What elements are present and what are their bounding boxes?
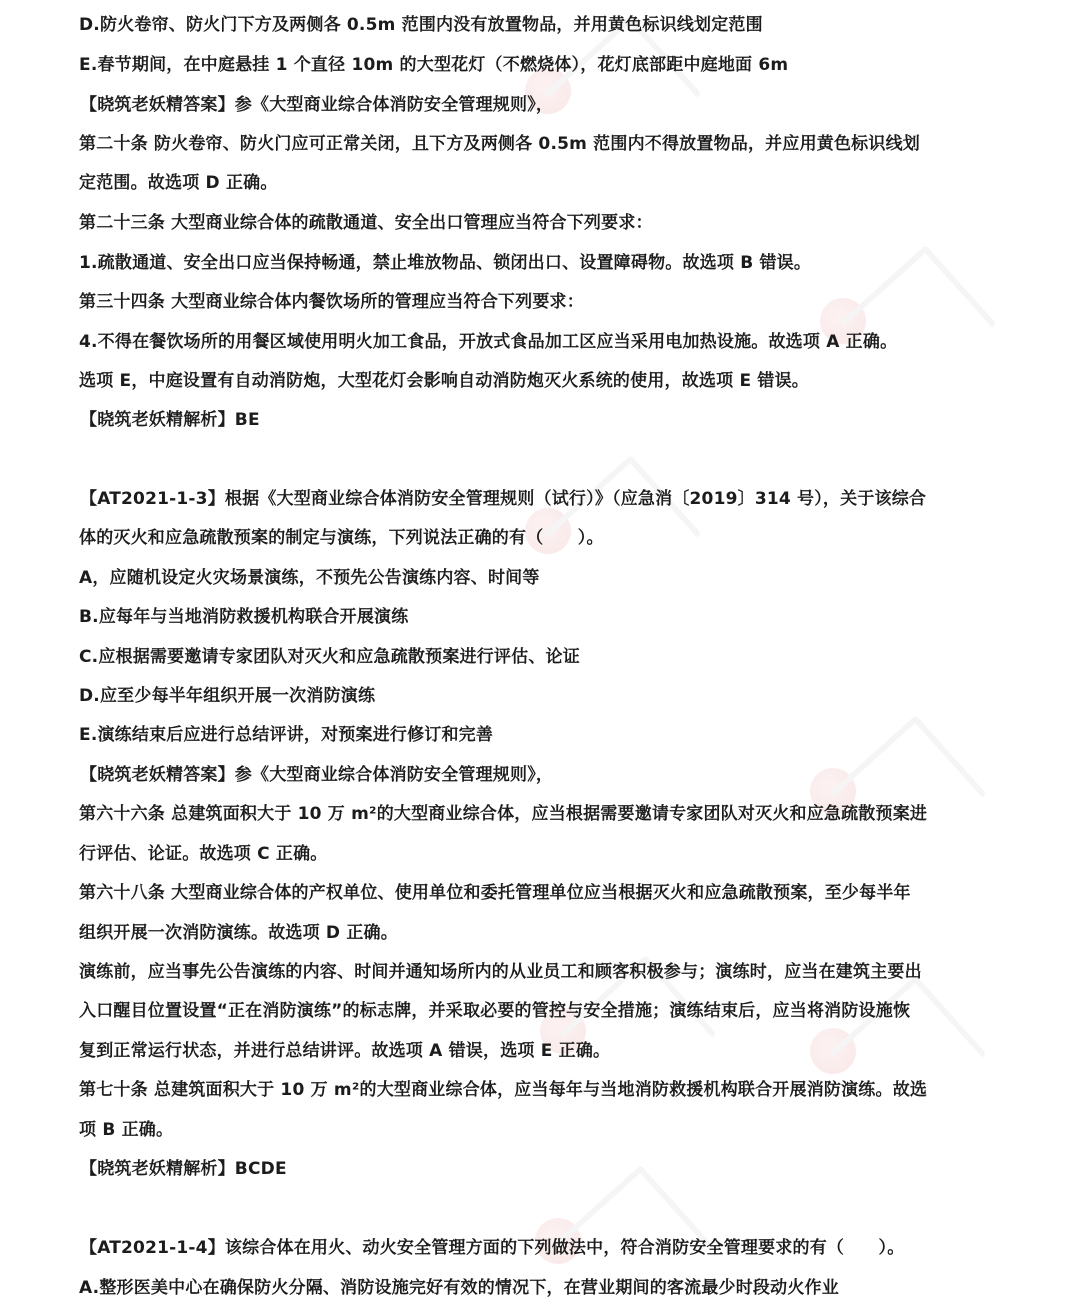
watermark-logo xyxy=(820,270,970,380)
q3-answer-heading: 【晓筑老妖精答案】参《大型商业综合体消防安全管理规则》， xyxy=(80,765,554,785)
article-23-line: 第二十三条 大型商业综合体的疏散通道、安全出口管理应当符合下列要求： xyxy=(79,213,653,233)
drill-paragraph-line-3: 复到正常运行状态，并进行总结讲评。故选项 A 错误，选项 E 正确。 xyxy=(79,1041,611,1061)
q3-option-a: A，应随机设定火灾场景演练，不预先公告演练内容、时间等 xyxy=(79,568,540,588)
watermark-stroke-icon xyxy=(829,715,986,871)
article-20-line-1: 第二十条 防火卷帘、防火门应可正常关闭，且下方及两侧各 0.5m 范围内不得放置物品，并应用黄色标识线划 xyxy=(79,134,920,154)
drill-paragraph-line-1: 演练前，应当事先公告演练的内容、时间并通知场所内的从业员工和顾客积极参与；演练时，应当在建筑主要出 xyxy=(79,962,922,982)
q3-option-b: B.应每年与当地消防救援机构联合开展演练 xyxy=(79,607,409,627)
option-e-explanation: 选项 E，中庭设置有自动消防炮，大型花灯会影响自动消防炮灭火系统的使用，故选项 E 错误。 xyxy=(79,371,809,391)
article-70-line-2: 项 B 正确。 xyxy=(79,1120,174,1140)
article-68-line-2: 组织开展一次消防演练。故选项 D 正确。 xyxy=(79,923,398,943)
analysis-answer-1: 【晓筑老妖精解析】BE xyxy=(80,410,260,430)
watermark-logo xyxy=(540,980,690,1090)
watermark-stroke-icon xyxy=(839,245,996,401)
article-20-line-2: 定范围。故选项 D 正确。 xyxy=(79,173,278,193)
article-66-line-1: 第六十六条 总建筑面积大于 10 万 m²的大型商业综合体，应当根据需要邀请专家团队对灭火和应急疏散预案进 xyxy=(79,804,928,824)
drill-paragraph-line-2: 入口醒目位置设置“正在消防演练”的标志牌，并采取必要的管控与安全措施；演练结束后，应当将消防设施恢 xyxy=(79,1001,911,1021)
q3-option-d: D.应至少每半年组织开展一次消防演练 xyxy=(79,686,376,706)
article-70-line-1: 第七十条 总建筑面积大于 10 万 m²的大型商业综合体，应当每年与当地消防救援机构联合开展消防演练。故选 xyxy=(79,1080,928,1100)
article-66-line-2: 行评估、论证。故选项 C 正确。 xyxy=(79,844,328,864)
question-at2021-1-3-line-2: 体的灭火和应急疏散预案的制定与演练，下列说法正确的有（ ）。 xyxy=(79,528,604,548)
article-23-item-1: 1.疏散通道、安全出口应当保持畅通，禁止堆放物品、锁闭出口、设置障碍物。故选项 B 错误。 xyxy=(79,253,812,273)
article-34-item-4: 4.不得在餐饮场所的用餐区域使用明火加工食品，开放式食品加工区应当采用电加热设施。故选项 A 正确。 xyxy=(79,332,898,352)
article-68-line-1: 第六十八条 大型商业综合体的产权单位、使用单位和委托管理单位应当根据灭火和应急疏散预案，至少每半年 xyxy=(79,883,911,903)
q4-option-a: A.整形医美中心在确保防火分隔、消防设施完好有效的情况下，在营业期间的客流最少时段动火作业 xyxy=(79,1278,839,1298)
watermark-seal-icon xyxy=(810,1028,856,1074)
q3-option-e: E.演练结束后应进行总结评讲，对预案进行修订和完善 xyxy=(79,725,494,745)
answer-heading: 【晓筑老妖精答案】参《大型商业综合体消防安全管理规则》， xyxy=(80,95,554,115)
analysis-answer-2: 【晓筑老妖精解析】BCDE xyxy=(80,1159,287,1179)
question-at2021-1-4-line: 【AT2021-1-4】该综合体在用火、动火安全管理方面的下列做法中，符合消防安全管理要求的有（ ）。 xyxy=(80,1238,905,1258)
question-at2021-1-3-line-1: 【AT2021-1-3】根据《大型商业综合体消防安全管理规则（试行）》（应急消〔2019〕314 号），关于该综合 xyxy=(80,489,927,509)
article-34-line: 第三十四条 大型商业综合体内餐饮场所的管理应当符合下列要求： xyxy=(79,292,584,312)
q3-option-c: C.应根据需要邀请专家团队对灭火和应急疏散预案进行评估、论证 xyxy=(79,647,580,667)
option-e-line: E.春节期间，在中庭悬挂 1 个直径 10m 的大型花灯（不燃烧体），花灯底部距中庭地面 6m xyxy=(79,55,789,75)
watermark-logo xyxy=(810,740,960,850)
option-d-line: D.防火卷帘、防火门下方及两侧各 0.5m 范围内没有放置物品，并用黄色标识线划定范围 xyxy=(79,15,763,35)
